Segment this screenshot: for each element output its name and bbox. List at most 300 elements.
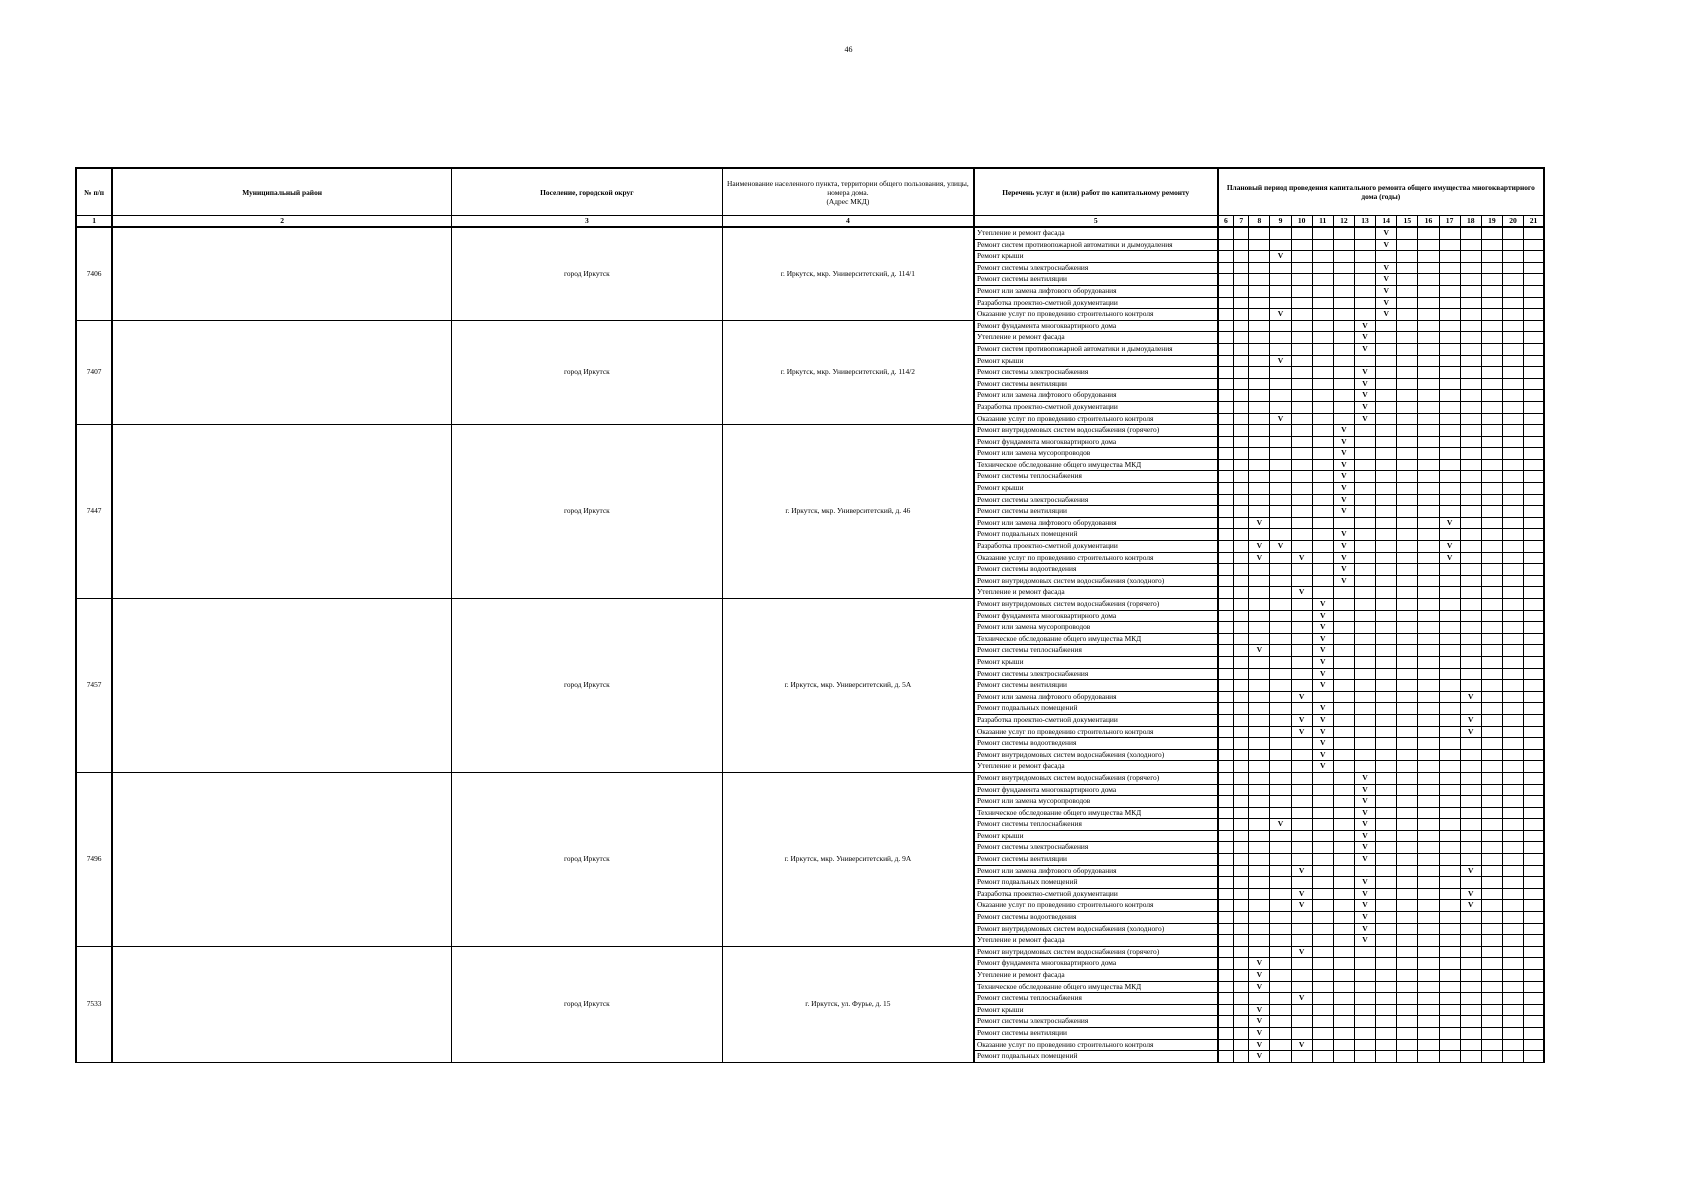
year-cell-15	[1397, 390, 1418, 402]
year-cell-9	[1270, 274, 1291, 286]
work-item: Техническое обследование общего имущества МКД	[974, 633, 1218, 645]
year-cell-15	[1397, 1027, 1418, 1039]
year-cell-21	[1524, 842, 1544, 854]
year-cell-15	[1397, 355, 1418, 367]
year-cell-17	[1439, 575, 1460, 587]
year-cell-13	[1354, 471, 1375, 483]
year-cell-6	[1218, 610, 1234, 622]
year-cell-9	[1270, 981, 1291, 993]
header-col-number: 5	[974, 216, 1218, 228]
year-cell-9	[1270, 912, 1291, 924]
year-cell-21	[1524, 564, 1544, 576]
year-cell-13	[1354, 668, 1375, 680]
year-cell-6	[1218, 529, 1234, 541]
year-cell-8	[1249, 355, 1270, 367]
year-cell-8	[1249, 842, 1270, 854]
year-cell-18	[1460, 761, 1481, 773]
header-col-number: 11	[1312, 216, 1333, 228]
year-cell-17	[1439, 378, 1460, 390]
year-cell-9	[1270, 703, 1291, 715]
year-cell-19	[1481, 819, 1502, 831]
year-cell-13	[1354, 1027, 1375, 1039]
year-cell-14	[1376, 854, 1397, 866]
year-cell-9	[1270, 285, 1291, 297]
year-cell-16	[1418, 251, 1439, 263]
year-cell-14	[1376, 541, 1397, 553]
year-cell-8	[1249, 564, 1270, 576]
year-cell-20	[1502, 448, 1523, 460]
year-cell-8	[1249, 680, 1270, 692]
year-cell-8	[1249, 448, 1270, 460]
year-cell-19	[1481, 599, 1502, 611]
work-item: Ремонт внутридомовых систем водоснабжения (холодного)	[974, 749, 1218, 761]
year-cell-9	[1270, 656, 1291, 668]
work-item: Ремонт внутридомовых систем водоснабжения (горячего)	[974, 425, 1218, 437]
year-cell-6	[1218, 239, 1234, 251]
year-cell-8: V	[1249, 645, 1270, 657]
year-cell-11	[1312, 935, 1333, 947]
year-cell-14	[1376, 761, 1397, 773]
year-cell-18	[1460, 367, 1481, 379]
work-item: Техническое обследование общего имущества МКД	[974, 981, 1218, 993]
year-cell-11	[1312, 529, 1333, 541]
year-cell-8: V	[1249, 517, 1270, 529]
work-item: Ремонт крыши	[974, 1004, 1218, 1016]
year-cell-9	[1270, 436, 1291, 448]
year-cell-21	[1524, 622, 1544, 634]
work-item: Ремонт внутридомовых систем водоснабжения (горячего)	[974, 946, 1218, 958]
year-cell-19	[1481, 309, 1502, 321]
year-cell-6	[1218, 320, 1234, 332]
table-row	[76, 227, 1544, 239]
year-cell-11	[1312, 436, 1333, 448]
work-item: Ремонт систем противопожарной автоматики и дымоудаления	[974, 343, 1218, 355]
year-cell-15	[1397, 830, 1418, 842]
year-cell-16	[1418, 668, 1439, 680]
year-cell-16	[1418, 784, 1439, 796]
year-cell-7	[1234, 413, 1249, 425]
year-cell-20	[1502, 262, 1523, 274]
year-cell-18	[1460, 599, 1481, 611]
year-cell-6	[1218, 784, 1234, 796]
year-cell-11	[1312, 297, 1333, 309]
year-cell-14	[1376, 1051, 1397, 1063]
year-cell-20	[1502, 819, 1523, 831]
year-cell-15	[1397, 552, 1418, 564]
header-col-number: 12	[1333, 216, 1354, 228]
year-cell-14	[1376, 587, 1397, 599]
work-item: Ремонт подвальных помещений	[974, 529, 1218, 541]
year-cell-11: V	[1312, 703, 1333, 715]
header-col-number: 9	[1270, 216, 1291, 228]
header-col-number: 8	[1249, 216, 1270, 228]
year-cell-11: V	[1312, 668, 1333, 680]
year-cell-18: V	[1460, 691, 1481, 703]
year-cell-9: V	[1270, 251, 1291, 263]
year-cell-7	[1234, 309, 1249, 321]
year-cell-10	[1291, 599, 1312, 611]
year-cell-10	[1291, 656, 1312, 668]
year-cell-6	[1218, 251, 1234, 263]
year-cell-21	[1524, 575, 1544, 587]
year-cell-17	[1439, 622, 1460, 634]
year-cell-11	[1312, 262, 1333, 274]
year-cell-21	[1524, 251, 1544, 263]
year-cell-14	[1376, 807, 1397, 819]
year-cell-16	[1418, 691, 1439, 703]
year-cell-20	[1502, 541, 1523, 553]
year-cell-18	[1460, 413, 1481, 425]
year-cell-6	[1218, 471, 1234, 483]
year-cell-15	[1397, 239, 1418, 251]
year-cell-15	[1397, 749, 1418, 761]
year-cell-21	[1524, 981, 1544, 993]
header-works: Перечень услуг и (или) работ по капитальному ремонту	[974, 168, 1218, 216]
year-cell-6	[1218, 1039, 1234, 1051]
year-cell-10: V	[1291, 714, 1312, 726]
work-item: Ремонт фундамента многоквартирного дома	[974, 610, 1218, 622]
year-cell-17	[1439, 633, 1460, 645]
year-cell-7	[1234, 726, 1249, 738]
year-cell-8: V	[1249, 1027, 1270, 1039]
year-cell-9: V	[1270, 413, 1291, 425]
year-cell-18: V	[1460, 900, 1481, 912]
year-cell-12	[1333, 1016, 1354, 1028]
year-cell-18	[1460, 541, 1481, 553]
year-cell-13	[1354, 274, 1375, 286]
year-cell-13	[1354, 494, 1375, 506]
year-cell-9	[1270, 726, 1291, 738]
year-cell-20	[1502, 993, 1523, 1005]
year-cell-8: V	[1249, 1004, 1270, 1016]
year-cell-12: V	[1333, 564, 1354, 576]
year-cell-9	[1270, 587, 1291, 599]
year-cell-6	[1218, 680, 1234, 692]
table-row	[76, 772, 1544, 784]
year-cell-13: V	[1354, 807, 1375, 819]
year-cell-20	[1502, 1027, 1523, 1039]
year-cell-15	[1397, 564, 1418, 576]
year-cell-15	[1397, 274, 1418, 286]
year-cell-18	[1460, 923, 1481, 935]
year-cell-17	[1439, 796, 1460, 808]
year-cell-7	[1234, 981, 1249, 993]
year-cell-12: V	[1333, 436, 1354, 448]
year-cell-10	[1291, 970, 1312, 982]
year-cell-8	[1249, 227, 1270, 239]
year-cell-7	[1234, 506, 1249, 518]
year-cell-19	[1481, 680, 1502, 692]
year-cell-6	[1218, 483, 1234, 495]
year-cell-18	[1460, 854, 1481, 866]
year-cell-18	[1460, 958, 1481, 970]
year-cell-13	[1354, 610, 1375, 622]
year-cell-17	[1439, 772, 1460, 784]
year-cell-9	[1270, 842, 1291, 854]
year-cell-6	[1218, 297, 1234, 309]
year-cell-6	[1218, 262, 1234, 274]
year-cell-19	[1481, 900, 1502, 912]
year-cell-15	[1397, 227, 1418, 239]
year-cell-10	[1291, 378, 1312, 390]
year-cell-10	[1291, 367, 1312, 379]
year-cell-16	[1418, 297, 1439, 309]
year-cell-20	[1502, 471, 1523, 483]
year-cell-12	[1333, 865, 1354, 877]
year-cell-16	[1418, 912, 1439, 924]
year-cell-12: V	[1333, 459, 1354, 471]
year-cell-14	[1376, 1027, 1397, 1039]
capital-repair-table	[75, 167, 1545, 1063]
year-cell-7	[1234, 819, 1249, 831]
year-cell-12	[1333, 656, 1354, 668]
year-cell-7	[1234, 483, 1249, 495]
year-cell-21	[1524, 772, 1544, 784]
year-cell-18	[1460, 494, 1481, 506]
year-cell-14	[1376, 877, 1397, 889]
year-cell-17	[1439, 680, 1460, 692]
year-cell-6	[1218, 494, 1234, 506]
year-cell-11	[1312, 691, 1333, 703]
row-settlement: город Иркутск	[451, 599, 722, 773]
year-cell-8	[1249, 343, 1270, 355]
work-item: Ремонт системы вентиляции	[974, 506, 1218, 518]
year-cell-19	[1481, 1016, 1502, 1028]
year-cell-15	[1397, 970, 1418, 982]
year-cell-8	[1249, 865, 1270, 877]
year-cell-6	[1218, 633, 1234, 645]
year-cell-14	[1376, 494, 1397, 506]
year-cell-15	[1397, 842, 1418, 854]
year-cell-8	[1249, 796, 1270, 808]
year-cell-19	[1481, 367, 1502, 379]
year-cell-15	[1397, 309, 1418, 321]
year-cell-16	[1418, 239, 1439, 251]
year-cell-6	[1218, 993, 1234, 1005]
year-cell-8	[1249, 738, 1270, 750]
year-cell-15	[1397, 923, 1418, 935]
year-cell-7	[1234, 865, 1249, 877]
year-cell-7	[1234, 784, 1249, 796]
year-cell-12	[1333, 517, 1354, 529]
work-item: Ремонт системы вентиляции	[974, 1027, 1218, 1039]
year-cell-20	[1502, 297, 1523, 309]
year-cell-21	[1524, 587, 1544, 599]
year-cell-6	[1218, 622, 1234, 634]
year-cell-17: V	[1439, 541, 1460, 553]
year-cell-20	[1502, 517, 1523, 529]
year-cell-13	[1354, 251, 1375, 263]
year-cell-9	[1270, 575, 1291, 587]
year-cell-10	[1291, 239, 1312, 251]
year-cell-6	[1218, 888, 1234, 900]
year-cell-9: V	[1270, 309, 1291, 321]
year-cell-19	[1481, 668, 1502, 680]
year-cell-7	[1234, 807, 1249, 819]
year-cell-16	[1418, 436, 1439, 448]
year-cell-19	[1481, 587, 1502, 599]
year-cell-20	[1502, 309, 1523, 321]
year-cell-21	[1524, 239, 1544, 251]
row-number: 7407	[76, 320, 112, 424]
year-cell-13	[1354, 506, 1375, 518]
year-cell-16	[1418, 761, 1439, 773]
year-cell-16	[1418, 483, 1439, 495]
year-cell-12	[1333, 274, 1354, 286]
header-address: Наименование населенного пункта, территории общего пользования, улицы, номера дома. (Адрес МКД)	[722, 168, 974, 216]
year-cell-7	[1234, 401, 1249, 413]
year-cell-7	[1234, 912, 1249, 924]
year-cell-17	[1439, 807, 1460, 819]
year-cell-14	[1376, 436, 1397, 448]
year-cell-17	[1439, 587, 1460, 599]
work-item: Ремонт системы вентиляции	[974, 854, 1218, 866]
row-address: г. Иркутск, мкр. Университетский, д. 114/1	[722, 227, 974, 320]
year-cell-15	[1397, 471, 1418, 483]
year-cell-10	[1291, 285, 1312, 297]
year-cell-10	[1291, 459, 1312, 471]
year-cell-7	[1234, 923, 1249, 935]
year-cell-9	[1270, 343, 1291, 355]
year-cell-20	[1502, 888, 1523, 900]
year-cell-9	[1270, 784, 1291, 796]
year-cell-14	[1376, 332, 1397, 344]
year-cell-13: V	[1354, 935, 1375, 947]
work-item: Ремонт внутридомовых систем водоснабжения (холодного)	[974, 923, 1218, 935]
year-cell-18	[1460, 946, 1481, 958]
year-cell-14	[1376, 691, 1397, 703]
year-cell-17	[1439, 946, 1460, 958]
year-cell-9	[1270, 610, 1291, 622]
year-cell-21	[1524, 761, 1544, 773]
year-cell-21	[1524, 714, 1544, 726]
year-cell-6	[1218, 390, 1234, 402]
year-cell-20	[1502, 946, 1523, 958]
year-cell-19	[1481, 970, 1502, 982]
year-cell-16	[1418, 390, 1439, 402]
work-item: Ремонт системы электроснабжения	[974, 842, 1218, 854]
year-cell-17	[1439, 297, 1460, 309]
year-cell-17	[1439, 494, 1460, 506]
year-cell-18	[1460, 378, 1481, 390]
year-cell-8	[1249, 494, 1270, 506]
year-cell-10: V	[1291, 691, 1312, 703]
year-cell-8	[1249, 854, 1270, 866]
year-cell-10	[1291, 1027, 1312, 1039]
year-cell-21	[1524, 517, 1544, 529]
year-cell-19	[1481, 390, 1502, 402]
year-cell-11	[1312, 877, 1333, 889]
year-cell-16	[1418, 575, 1439, 587]
year-cell-15	[1397, 251, 1418, 263]
year-cell-11	[1312, 251, 1333, 263]
year-cell-12: V	[1333, 529, 1354, 541]
year-cell-9	[1270, 320, 1291, 332]
year-cell-17	[1439, 714, 1460, 726]
work-item: Ремонт системы вентиляции	[974, 378, 1218, 390]
table-row	[76, 946, 1544, 958]
year-cell-20	[1502, 332, 1523, 344]
year-cell-17	[1439, 320, 1460, 332]
year-cell-20	[1502, 599, 1523, 611]
year-cell-20	[1502, 285, 1523, 297]
year-cell-7	[1234, 262, 1249, 274]
year-cell-10	[1291, 738, 1312, 750]
year-cell-9	[1270, 668, 1291, 680]
year-cell-6	[1218, 749, 1234, 761]
year-cell-13: V	[1354, 784, 1375, 796]
row-settlement: город Иркутск	[451, 425, 722, 599]
year-cell-13: V	[1354, 390, 1375, 402]
year-cell-13: V	[1354, 830, 1375, 842]
work-item: Ремонт системы вентиляции	[974, 274, 1218, 286]
year-cell-8	[1249, 483, 1270, 495]
year-cell-12	[1333, 239, 1354, 251]
year-cell-17	[1439, 448, 1460, 460]
year-cell-10	[1291, 309, 1312, 321]
year-cell-14: V	[1376, 297, 1397, 309]
year-cell-20	[1502, 610, 1523, 622]
year-cell-6	[1218, 668, 1234, 680]
work-item: Ремонт или замена лифтового оборудования	[974, 691, 1218, 703]
year-cell-19	[1481, 494, 1502, 506]
year-cell-7	[1234, 239, 1249, 251]
year-cell-10	[1291, 668, 1312, 680]
year-cell-16	[1418, 367, 1439, 379]
year-cell-15	[1397, 483, 1418, 495]
year-cell-6	[1218, 575, 1234, 587]
year-cell-15	[1397, 320, 1418, 332]
year-cell-12	[1333, 935, 1354, 947]
year-cell-13	[1354, 285, 1375, 297]
year-cell-8	[1249, 297, 1270, 309]
year-cell-18: V	[1460, 888, 1481, 900]
year-cell-9	[1270, 691, 1291, 703]
year-cell-15	[1397, 517, 1418, 529]
year-cell-8	[1249, 425, 1270, 437]
year-cell-8	[1249, 367, 1270, 379]
year-cell-12	[1333, 923, 1354, 935]
year-cell-21	[1524, 355, 1544, 367]
year-cell-13	[1354, 656, 1375, 668]
year-cell-15	[1397, 645, 1418, 657]
year-cell-15	[1397, 1016, 1418, 1028]
header-col-number: 1	[76, 216, 112, 228]
year-cell-20	[1502, 923, 1523, 935]
year-cell-21	[1524, 390, 1544, 402]
year-cell-17	[1439, 749, 1460, 761]
year-cell-9	[1270, 865, 1291, 877]
year-cell-8: V	[1249, 1016, 1270, 1028]
year-cell-18	[1460, 680, 1481, 692]
year-cell-13	[1354, 436, 1375, 448]
year-cell-20	[1502, 436, 1523, 448]
year-cell-8	[1249, 830, 1270, 842]
year-cell-11	[1312, 413, 1333, 425]
year-cell-18	[1460, 425, 1481, 437]
row-settlement: город Иркутск	[451, 772, 722, 946]
year-cell-13	[1354, 575, 1375, 587]
header-col-number: 10	[1291, 216, 1312, 228]
year-cell-19	[1481, 877, 1502, 889]
year-cell-20	[1502, 981, 1523, 993]
year-cell-17	[1439, 285, 1460, 297]
year-cell-10	[1291, 517, 1312, 529]
year-cell-12	[1333, 355, 1354, 367]
year-cell-14: V	[1376, 309, 1397, 321]
year-cell-6	[1218, 970, 1234, 982]
year-cell-12	[1333, 912, 1354, 924]
